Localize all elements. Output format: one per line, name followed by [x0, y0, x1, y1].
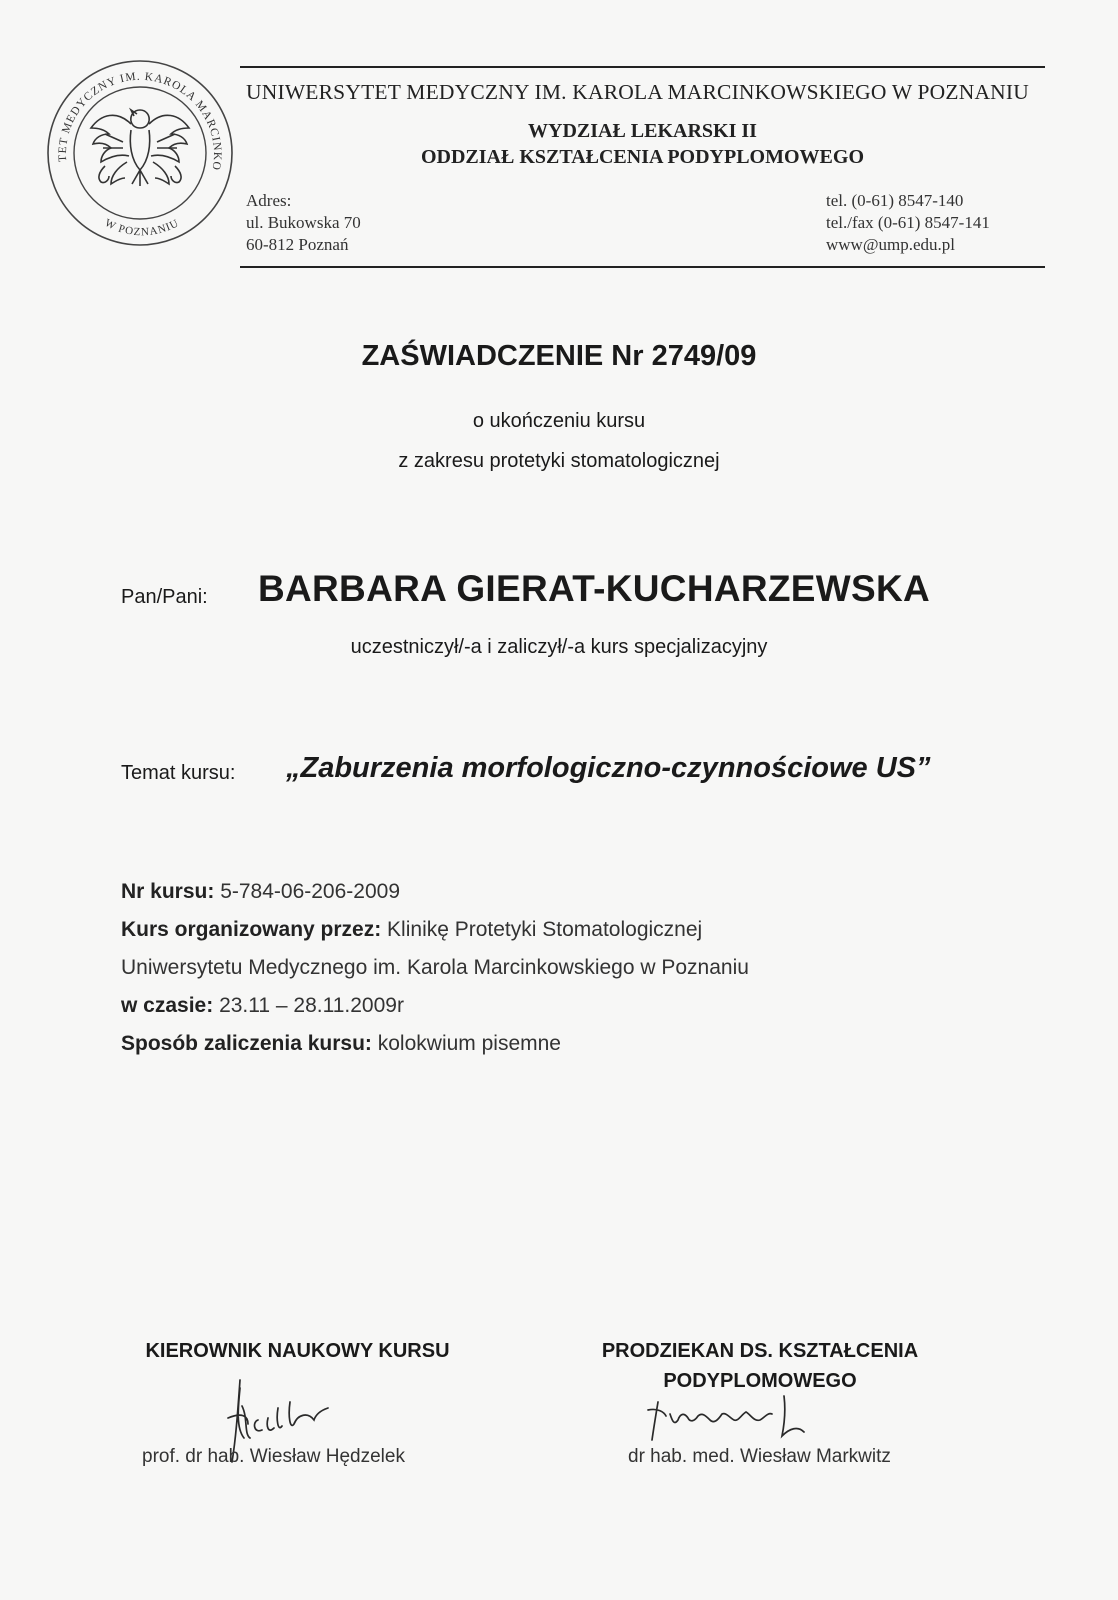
address-block: [246, 190, 361, 256]
address-city: 60-812 Poznań: [246, 235, 349, 254]
contact-web: www@ump.edu.pl: [826, 235, 955, 254]
organizer-line: [121, 918, 702, 942]
time-line: [121, 994, 404, 1018]
contact-fax: tel./fax (0-61) 8547-141: [826, 213, 990, 232]
right-signatory-role-1: PRODZIEKAN DS. KSZTAŁCENIA: [601, 1340, 919, 1362]
participation-text: uczestniczył/-a i zaliczył/-a kurs specjalizacyjny: [350, 636, 768, 658]
certificate-title: ZAŚWIADCZENIE Nr 2749/09: [361, 340, 757, 372]
department-name: ODDZIAŁ KSZTAŁCENIA PODYPLOMOWEGO: [420, 146, 865, 168]
organizer-line-2: [121, 956, 749, 980]
contact-block: [826, 190, 990, 256]
course-dates: 23.11 – 28.11.2009r: [219, 994, 404, 1017]
course-number-line: [121, 880, 400, 904]
right-signatory-name: dr hab. med. Wiesław Markwitz: [628, 1446, 891, 1467]
recipient-name: BARBARA GIERAT-KUCHARZEWSKA: [258, 568, 931, 609]
course-topic: „Zaburzenia morfologiczno-czynnościowe US”: [286, 752, 931, 784]
address-label: Adres:: [246, 191, 292, 210]
certificate-subtitle-2: z zakresu protetyki stomatologicznej: [398, 450, 720, 472]
organizer-label: Kurs organizowany przez:: [121, 918, 382, 941]
course-number-label: Nr kursu:: [121, 880, 215, 903]
header-bottom-rule: [240, 266, 1045, 268]
right-signatory-role-2: PODYPLOMOWEGO: [663, 1370, 857, 1392]
right-signature-scribble: [644, 1392, 844, 1452]
university-seal: [45, 58, 235, 248]
seal-emblem: [45, 58, 235, 248]
pan-label: Pan/Pani:: [121, 586, 208, 608]
organizer-1: Klinikę Protetyki Stomatologicznej: [387, 918, 703, 941]
course-number: 5-784-06-206-2009: [220, 880, 401, 903]
left-signatory-name: prof. dr hab. Wiesław Hędzelek: [142, 1446, 405, 1467]
exam-method: kolokwium pisemne: [377, 1032, 561, 1055]
certificate-subtitle-1: o ukończeniu kursu: [472, 410, 646, 432]
header-top-rule: [240, 66, 1045, 68]
method-line: [121, 1032, 561, 1056]
university-name: UNIWERSYTET MEDYCZNY IM. KAROLA MARCINKOWSKIEGO W POZNANIU: [246, 80, 1029, 104]
method-label: Sposób zaliczenia kursu:: [121, 1032, 372, 1055]
topic-label: Temat kursu:: [121, 762, 236, 784]
svg-text:UNIWERSYTET MEDYCZNY IM. KAROL: TET MEDYCZNY IM. KAROLA MARCINKO: [56, 70, 224, 172]
contact-phone: tel. (0-61) 8547-140: [826, 191, 964, 210]
address-street: ul. Bukowska 70: [246, 213, 361, 232]
svg-text:W POZNANIU: W POZNANIU: [102, 216, 182, 239]
organizer-2: Uniwersytetu Medycznego im. Karola Marcinkowskiego w Poznaniu: [121, 956, 749, 979]
faculty-name: WYDZIAŁ LEKARSKI II: [528, 120, 757, 142]
left-signatory-role: KIEROWNIK NAUKOWY KURSU: [145, 1340, 450, 1362]
time-label: w czasie:: [121, 994, 214, 1017]
